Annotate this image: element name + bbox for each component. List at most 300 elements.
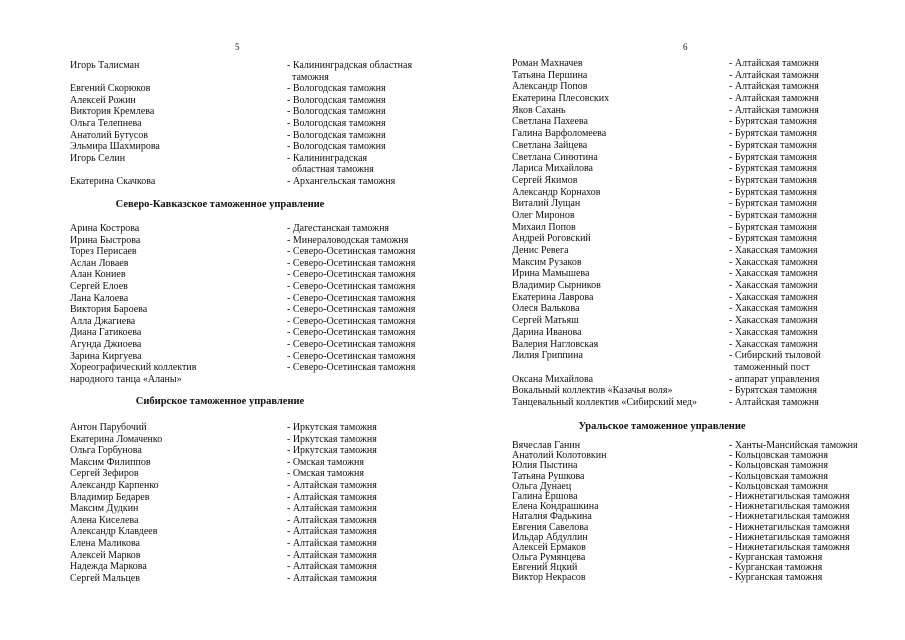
entry-organization <box>287 293 440 305</box>
entry-name <box>70 293 287 305</box>
entry-organization <box>287 153 440 176</box>
organization-line: таможенный пост <box>734 361 810 373</box>
entry-organization <box>729 70 882 82</box>
list-item <box>512 257 882 269</box>
entry-organization <box>729 315 882 327</box>
organization-line: - Бурятская таможня <box>729 163 817 175</box>
name-line: Максим Филиппов <box>70 456 151 468</box>
name-line: Ольга Телепнева <box>70 117 142 129</box>
organization-line: - Дагестанская таможня <box>287 223 390 234</box>
organization-line: - Алтайская таможня <box>729 396 819 408</box>
list-item <box>512 397 882 409</box>
name-line: Хореографический коллектив <box>70 362 197 374</box>
entry-name <box>512 70 729 82</box>
entry-organization <box>287 445 440 457</box>
entry-organization <box>729 222 882 234</box>
organization-line: - Алтайская таможня <box>287 491 377 503</box>
entry-organization <box>287 235 440 247</box>
list-item <box>512 327 882 339</box>
entry-name <box>70 95 287 107</box>
name-line: Алексей Ермаков <box>512 541 586 553</box>
name-line: Евгений Яцкий <box>512 562 578 574</box>
list-item <box>512 233 882 245</box>
entry-organization <box>287 95 440 107</box>
name-line: Екатерина Ломаченко <box>70 433 163 445</box>
entry-organization <box>729 374 882 386</box>
entry-name <box>70 457 287 469</box>
entry-organization <box>287 503 440 515</box>
list-item <box>70 515 440 527</box>
organization-line: - Бурятская таможня <box>729 139 817 151</box>
organization-line: - Алтайская таможня <box>729 58 819 69</box>
list-item <box>70 223 440 235</box>
list-item <box>512 152 882 164</box>
name-line: Евгения Савелова <box>512 521 589 533</box>
list-item <box>70 550 440 562</box>
entry-organization <box>287 362 440 385</box>
list-item <box>512 350 882 373</box>
name-line: Яков Сахань <box>512 104 566 116</box>
name-line: Светлана Синютина <box>512 151 598 163</box>
name-line: Александр Карпенко <box>70 479 159 491</box>
entry-organization <box>287 457 440 469</box>
entry-name <box>512 292 729 304</box>
entry-organization <box>729 397 882 409</box>
entry-organization <box>287 339 440 351</box>
name-line: Дарина Иванова <box>512 326 582 338</box>
entry-organization <box>287 118 440 130</box>
organization-line: - Хакасская таможня <box>729 256 818 268</box>
organization-line: - Алтайская таможня <box>287 503 377 515</box>
entry-name <box>70 515 287 527</box>
list-item <box>70 141 440 153</box>
entry-list <box>70 422 440 584</box>
name-line: Михаил Попов <box>512 221 576 233</box>
entry-organization <box>287 176 440 188</box>
name-line: Алексей Рожин <box>70 94 136 106</box>
organization-line: - Алтайская таможня <box>287 572 377 584</box>
entry-name <box>70 550 287 562</box>
list-item <box>70 316 440 328</box>
organization-line: - Нижнетагильская таможня <box>729 541 850 553</box>
entry-list <box>70 223 440 385</box>
name-line: Лариса Михайлова <box>512 163 593 175</box>
organization-line: - Кольцовская таможня <box>729 480 828 492</box>
list-item <box>70 118 440 130</box>
entry-organization <box>729 339 882 351</box>
list-item <box>512 175 882 187</box>
name-line: народного танца «Аланы» <box>70 373 182 385</box>
entry-name <box>512 81 729 93</box>
entry-organization <box>287 515 440 527</box>
name-line: Евгений Скорюков <box>70 83 151 95</box>
entry-name <box>70 503 287 515</box>
entry-name <box>512 93 729 105</box>
organization-line: - Иркутская таможня <box>287 422 377 433</box>
organization-line: - Хакасская таможня <box>729 303 818 315</box>
organization-line: - Хакасская таможня <box>729 291 818 303</box>
entry-organization <box>729 105 882 117</box>
organization-line: - Бурятская таможня <box>729 385 817 397</box>
entry-organization <box>729 257 882 269</box>
name-line: Сергей Якимов <box>512 174 578 186</box>
name-line: Зарина Киргуева <box>70 350 142 362</box>
organization-line: - Вологодская таможня <box>287 141 386 153</box>
organization-line: - Бурятская таможня <box>729 128 817 140</box>
entry-organization <box>287 550 440 562</box>
list-item <box>512 512 882 522</box>
organization-line: - Курганская таможня <box>729 552 823 564</box>
entry-name <box>70 422 287 434</box>
entry-name <box>512 573 729 583</box>
name-line: Елена Кондрашкина <box>512 501 599 513</box>
list-item <box>512 222 882 234</box>
name-line: Екатерина Скачкова <box>70 175 156 187</box>
organization-line: - Хакасская таможня <box>729 245 818 256</box>
entry-name <box>70 339 287 351</box>
entry-name <box>512 187 729 199</box>
list-item <box>70 362 440 385</box>
organization-line: - Нижнетагильская таможня <box>729 490 850 502</box>
list-item <box>70 492 440 504</box>
name-line: Наталия Фадькина <box>512 511 592 523</box>
list-item <box>512 81 882 93</box>
organization-line: - Алтайская таможня <box>287 526 377 538</box>
page-5 <box>0 0 440 640</box>
list-item <box>70 445 440 457</box>
entry-organization <box>729 512 882 522</box>
organization-line: - Бурятская таможня <box>729 209 817 221</box>
entry-organization <box>729 58 882 70</box>
organization-line: - Омская таможня <box>287 456 364 468</box>
name-line: Ирина Мамышева <box>512 268 590 280</box>
entry-organization <box>287 304 440 316</box>
organization-line: - Бурятская таможня <box>729 233 817 245</box>
organization-line: - Нижнетагильская таможня <box>729 531 850 543</box>
name-line: Сергей Зефиров <box>70 468 139 480</box>
name-line: Галина Ершова <box>512 490 578 502</box>
organization-line: - Северо-Осетинская таможня <box>287 257 416 269</box>
organization-line: - Бурятская таможня <box>729 186 817 198</box>
list-item <box>512 292 882 304</box>
organization-line: - Курганская таможня <box>729 572 823 584</box>
organization-line: - Северо-Осетинская таможня <box>287 280 416 292</box>
entry-name <box>512 257 729 269</box>
name-line: Денис Ревега <box>512 245 569 256</box>
entry-organization <box>287 223 440 235</box>
organization-line: - Алтайская таможня <box>287 514 377 526</box>
list-item <box>512 280 882 292</box>
organization-line: - Северо-Осетинская таможня <box>287 292 416 304</box>
name-line: Алексей Марков <box>70 549 141 561</box>
entry-name <box>512 175 729 187</box>
entry-name <box>512 222 729 234</box>
entry-organization <box>287 246 440 258</box>
entry-organization <box>287 434 440 446</box>
name-line: Роман Махначев <box>512 58 583 69</box>
name-line: Татьяна Рушкова <box>512 470 585 482</box>
name-line: Оксана Михайлова <box>512 373 594 385</box>
entry-name <box>512 152 729 164</box>
entry-organization <box>729 303 882 315</box>
organization-line: - Алтайская таможня <box>287 537 377 549</box>
entry-name <box>512 327 729 339</box>
entry-name <box>512 303 729 315</box>
list-item <box>512 374 882 386</box>
name-line: Виталий Лущан <box>512 198 581 210</box>
entry-name <box>70 304 287 316</box>
entry-name <box>512 397 729 409</box>
entry-name <box>70 362 287 385</box>
entry-organization <box>729 385 882 397</box>
name-line: Виктория Бароева <box>70 304 148 316</box>
organization-line: - Минераловодская таможня <box>287 234 409 246</box>
organization-line: - Вологодская таможня <box>287 129 386 141</box>
name-line: Игорь Селин <box>70 152 126 164</box>
entry-name <box>70 153 287 176</box>
name-line: Светлана Зайцева <box>512 139 588 151</box>
organization-line: - Калининградская областная <box>287 60 413 71</box>
name-line: Владимир Сырников <box>512 280 601 292</box>
list-item <box>70 503 440 515</box>
name-line: Эльмира Шахмирова <box>70 141 160 153</box>
organization-line: - Хакасская таможня <box>729 326 818 338</box>
entry-name <box>512 350 729 373</box>
entry-name <box>70 316 287 328</box>
entry-organization <box>729 93 882 105</box>
entry-name <box>512 58 729 70</box>
name-line: Сергей Мальцев <box>70 572 140 584</box>
entry-organization <box>729 245 882 257</box>
organization-line: - Хакасская таможня <box>729 280 818 292</box>
entry-name <box>70 351 287 363</box>
entry-organization <box>287 269 440 281</box>
name-line: Юлия Пыстина <box>512 460 578 472</box>
entry-name <box>512 339 729 351</box>
name-line: Вокальный коллектив «Казачья воля» <box>512 385 673 397</box>
entry-organization <box>729 233 882 245</box>
section-heading: Северо-Кавказское таможенное управление <box>115 199 325 210</box>
organization-line: - аппарат управления <box>729 373 820 385</box>
list-item <box>70 83 440 95</box>
organization-line: - Кольцовская таможня <box>729 450 828 462</box>
name-line: Надежда Маркова <box>70 561 147 573</box>
organization-line: - Алтайская таможня <box>287 549 377 561</box>
organization-line: - Алтайская таможня <box>729 69 819 81</box>
list-item <box>70 176 440 188</box>
list-item <box>512 210 882 222</box>
name-line: Лана Калоева <box>70 292 129 304</box>
entry-name <box>512 210 729 222</box>
organization-line: таможня <box>292 71 329 83</box>
name-line: Сергей Елоев <box>70 280 128 292</box>
entry-name <box>512 140 729 152</box>
organization-line: - Архангельская таможня <box>287 175 396 187</box>
name-line: Ольга Дунаец <box>512 480 572 492</box>
entry-organization <box>729 210 882 222</box>
list-item <box>512 303 882 315</box>
page-number: 5 <box>235 42 240 52</box>
name-line: Валерия Нагловская <box>512 338 599 350</box>
entry-name <box>70 118 287 130</box>
list-item <box>70 95 440 107</box>
entry-organization <box>287 258 440 270</box>
entry-organization <box>287 573 440 585</box>
organization-line: - Вологодская таможня <box>287 106 386 118</box>
organization-line: - Омская таможня <box>287 468 364 480</box>
entry-organization <box>729 140 882 152</box>
entry-name <box>512 245 729 257</box>
list-item <box>70 293 440 305</box>
list-item <box>512 140 882 152</box>
entry-name <box>70 235 287 247</box>
name-line: Максим Дудкин <box>70 503 139 515</box>
list-item <box>70 130 440 142</box>
entry-name <box>70 258 287 270</box>
entry-organization <box>287 561 440 573</box>
organization-line: - Бурятская таможня <box>729 198 817 210</box>
list-item <box>70 468 440 480</box>
organization-line: - Северо-Осетинская таможня <box>287 350 416 362</box>
organization-line: - Северо-Осетинская таможня <box>287 304 416 316</box>
organization-line: - Хакасская таможня <box>729 338 818 350</box>
list-item <box>512 385 882 397</box>
list-item <box>70 235 440 247</box>
entry-name <box>70 246 287 258</box>
entry-organization <box>287 492 440 504</box>
organization-line: - Вологодская таможня <box>287 83 386 95</box>
entry-name <box>70 526 287 538</box>
organization-line: - Кольцовская таможня <box>729 470 828 482</box>
organization-line: - Северо-Осетинская таможня <box>287 327 416 339</box>
name-line: Анатолий Колотовкин <box>512 450 607 462</box>
entry-name <box>70 106 287 118</box>
entry-name <box>512 128 729 140</box>
page-number: 6 <box>683 42 688 52</box>
list-item <box>70 561 440 573</box>
name-line: Лилия Гриппина <box>512 350 583 362</box>
name-line: Максим Рузаков <box>512 256 582 268</box>
organization-line: - Северо-Осетинская таможня <box>287 315 416 327</box>
list-item <box>512 245 882 257</box>
list-item <box>70 281 440 293</box>
section-heading: Сибирское таможенное управление <box>135 396 305 407</box>
list-item <box>512 58 882 70</box>
entry-name <box>70 492 287 504</box>
entry-organization <box>287 538 440 550</box>
name-line: Сергей Матьяш <box>512 315 579 327</box>
list-item <box>512 128 882 140</box>
entry-organization <box>729 175 882 187</box>
organization-line: - Курганская таможня <box>729 562 823 574</box>
organization-line: - Нижнетагильская таможня <box>729 521 850 533</box>
entry-organization <box>729 198 882 210</box>
entry-name <box>512 268 729 280</box>
name-line: Ольга Румянцева <box>512 552 586 564</box>
entry-name <box>70 480 287 492</box>
page-6 <box>442 0 882 640</box>
name-line: Игорь Талисман <box>70 60 140 71</box>
name-line: Екатерина Лаврова <box>512 291 594 303</box>
list-item <box>70 153 440 176</box>
organization-line: - Бурятская таможня <box>729 221 817 233</box>
entry-name <box>70 573 287 585</box>
entry-name <box>70 327 287 339</box>
entry-name <box>512 512 729 522</box>
name-line: Александр Попов <box>512 81 588 93</box>
organization-line: - Кольцовская таможня <box>729 460 828 472</box>
entry-name <box>70 60 287 83</box>
entry-name <box>512 315 729 327</box>
name-line: Анатолий Бутусов <box>70 129 148 141</box>
name-line: Екатерина Плесовских <box>512 93 610 105</box>
entry-organization <box>287 480 440 492</box>
name-line: Елена Маликова <box>70 537 140 549</box>
name-line: Виктория Кремлева <box>70 106 155 118</box>
entry-organization <box>287 141 440 153</box>
entry-name <box>70 141 287 153</box>
list-item <box>70 327 440 339</box>
entry-organization <box>729 292 882 304</box>
list-item <box>70 60 440 83</box>
entry-organization <box>729 573 882 583</box>
organization-line: - Алтайская таможня <box>287 561 377 573</box>
name-line: Алан Кониев <box>70 269 126 281</box>
entry-name <box>70 538 287 550</box>
entry-organization <box>287 316 440 328</box>
entry-name <box>70 468 287 480</box>
entry-organization <box>287 83 440 95</box>
entry-organization <box>729 268 882 280</box>
entry-organization <box>729 128 882 140</box>
organization-line: - Иркутская таможня <box>287 445 377 457</box>
organization-line: - Северо-Осетинская таможня <box>287 246 416 258</box>
name-line: Антон Парубочий <box>70 422 147 433</box>
name-line: Алена Киселева <box>70 514 139 526</box>
entry-organization <box>287 351 440 363</box>
entry-organization <box>729 350 882 373</box>
entry-name <box>70 176 287 188</box>
name-line: Олег Миронов <box>512 209 575 221</box>
organization-line: - Алтайская таможня <box>287 479 377 491</box>
entry-name <box>512 105 729 117</box>
entry-organization <box>729 116 882 128</box>
list-item <box>512 573 882 583</box>
organization-line: - Хакасская таможня <box>729 315 818 327</box>
list-item <box>512 315 882 327</box>
entry-name <box>70 434 287 446</box>
organization-line: - Бурятская таможня <box>729 151 817 163</box>
list-item <box>512 339 882 351</box>
entry-organization <box>287 327 440 339</box>
organization-line: - Бурятская таможня <box>729 174 817 186</box>
entry-organization <box>729 280 882 292</box>
entry-list <box>70 60 440 188</box>
entry-organization <box>729 81 882 93</box>
list-item <box>70 573 440 585</box>
entry-name <box>70 223 287 235</box>
organization-line: - Северо-Осетинская таможня <box>287 338 416 350</box>
list-item <box>70 339 440 351</box>
name-line: Торез Перисаев <box>70 246 137 258</box>
organization-line: - Алтайская таможня <box>729 81 819 93</box>
list-item <box>70 480 440 492</box>
name-line: Светлана Пахеева <box>512 116 588 128</box>
entry-name <box>512 163 729 175</box>
entry-name <box>70 83 287 95</box>
organization-line: - Калининградская <box>287 152 368 164</box>
name-line: Агунда Джиоева <box>70 338 142 350</box>
